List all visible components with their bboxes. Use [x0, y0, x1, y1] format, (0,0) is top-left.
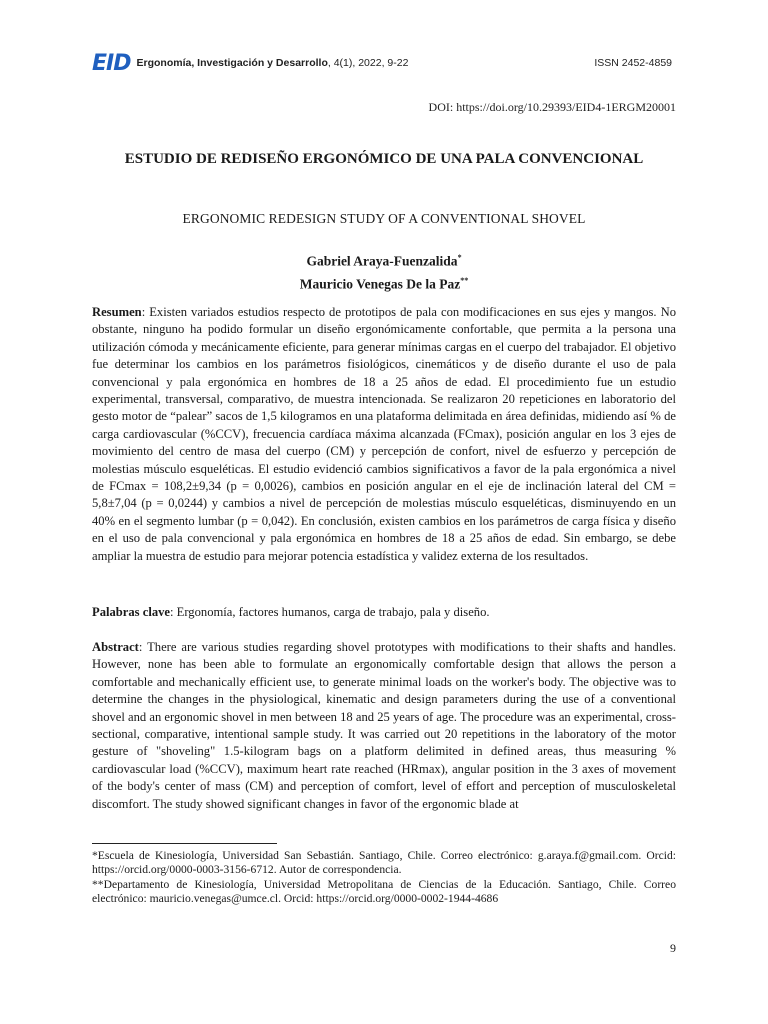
author-1-mark: *: [457, 253, 462, 262]
page-number: 9: [670, 941, 676, 955]
keywords-paragraph: [92, 604, 676, 621]
journal-citation: , 4(1), 2022, 9-22: [327, 57, 409, 69]
journal-logo: EID: [92, 50, 131, 76]
resumen-paragraph: [92, 304, 676, 565]
journal-header: [92, 51, 408, 76]
keywords-label: Palabras clave: [92, 605, 170, 619]
paper-title: ESTUDIO DE REDISEÑO ERGONÓMICO DE UNA PALA CONVENCIONAL: [124, 151, 644, 167]
abstract-text: : There are various studies regarding shovel prototypes with modifications to their shafts and handles. However, none has been able to formulate an ergonomically comfortable design that allows the person a comfortable and mechanically efficient use, to generate minimal loads on the worker's body. The objective was to determine the changes in the physiological, kinematic and design parameters during the use of a conventional shovel and an ergonomic shovel in men between 18 and 25 years of age. The procedure was an experimental, cross-sectional, comparative, intentional sample study. It was carried out 20 repetitions in the laboratory of the motor gesture of "shoveling" 1.5-kilogram bags on a platform delimited in defined areas, thus measuring % cardiovascular load (%CCV), maximum heart rate reached (HRmax), angular position in the 3 axes of movement of the body's center of mass (CM) and perception of comfort, level of effort and perception of musculoskeletal discomfort. The study showed significant changes in favor of the ergonomic blade at: [92, 640, 676, 811]
abstract-label: Abstract: [92, 640, 139, 654]
doi-link[interactable]: DOI: https://doi.org/10.29393/EID4-1ERGM20001: [428, 100, 676, 114]
footnote-divider: [92, 843, 277, 844]
issn: ISSN 2452-4859: [594, 57, 672, 69]
journal-title: [136, 57, 408, 69]
footnotes: [92, 849, 676, 907]
paper-title-english: ERGONOMIC REDESIGN STUDY OF A CONVENTIONAL SHOVEL: [182, 211, 586, 226]
author-1: Gabriel Araya-Fuenzalida*: [306, 253, 462, 269]
resumen-text: : Existen variados estudios respecto de prototipos de pala con modificaciones en sus ejes y mangos. No obstante, ninguno ha podido formular un diseño ergonómicamente confortable, que permita a la persona una utilización cómoda y mecánicamente eficiente, para generar mínimas cargas en el cuerpo del trabajador. El objetivo fue determinar los cambios en los parámetros fisiológicos, cinemáticos y de diseño durante el uso de pala convencional y pala ergonómica en hombres de 18 a 25 años de edad. El procedimiento fue un estudio experimental, transversal, comparativo, de muestra intencionada. Se realizaron 20 repeticiones en laboratorio del gesto motor de “palear” sacos de 1,5 kilogramos en una plataforma delimitada en área definidas, midiendo así % de carga cardiovascular (%CCV), frecuencia cardíaca máxima alcanzada (FCmax), posición angular en los 3 ejes de movimiento del centro de masa del cuerpo (CM) y percepción de confort, nivel de esfuerzo y percepción de molestias músculo esqueléticas. El estudio evidenció cambios significativos a favor de la pala ergonómica a nivel de FCmax = 108,2±9,34 (p = 0,0026), cambios en posición angular en el eje de inclinación lateral del CM = 5,8±7,04 (p = 0,0244) y cambios a nivel de percepción de molestias músculo esqueléticas, disminuyendo en un 40% en el segmento lumbar (p = 0,042). En conclusión, existen cambios en los parámetros de carga física y diseño en el uso de pala convencional y pala ergonómica en hombres de 18 a 25 años de edad. Sin embargo, se debe ampliar la muestra de estudio para mejorar potencia estadística y validez externa de los resultados.: [92, 305, 676, 563]
resumen-label: Resumen: [92, 305, 142, 319]
abstract-paragraph: [92, 639, 676, 813]
footnote-2: **Departamento de Kinesiología, Universidad Metropolitana de Ciencias de la Educación. Santiago, Chile. Correo electrónico: mauricio.venegas@umce.cl. Orcid: https://orcid.org/0000-0002-1944-4686: [92, 877, 676, 906]
author-2-mark: **: [460, 275, 469, 285]
footnote-1: *Escuela de Kinesiología, Universidad San Sebastián. Santiago, Chile. Correo electrónico: g.araya.f@gmail.com. Orcid: https://orcid.org/0000-0003-3156-6712. Autor de correspondencia.: [92, 849, 676, 877]
author-2: Mauricio Venegas De la Paz**: [299, 275, 469, 291]
journal-name: Ergonomía, Investigación y Desarrollo: [136, 57, 328, 69]
page-header: [92, 50, 672, 76]
keywords-text: : Ergonomía, factores humanos, carga de trabajo, pala y diseño.: [170, 605, 490, 619]
author-list: [92, 248, 676, 293]
